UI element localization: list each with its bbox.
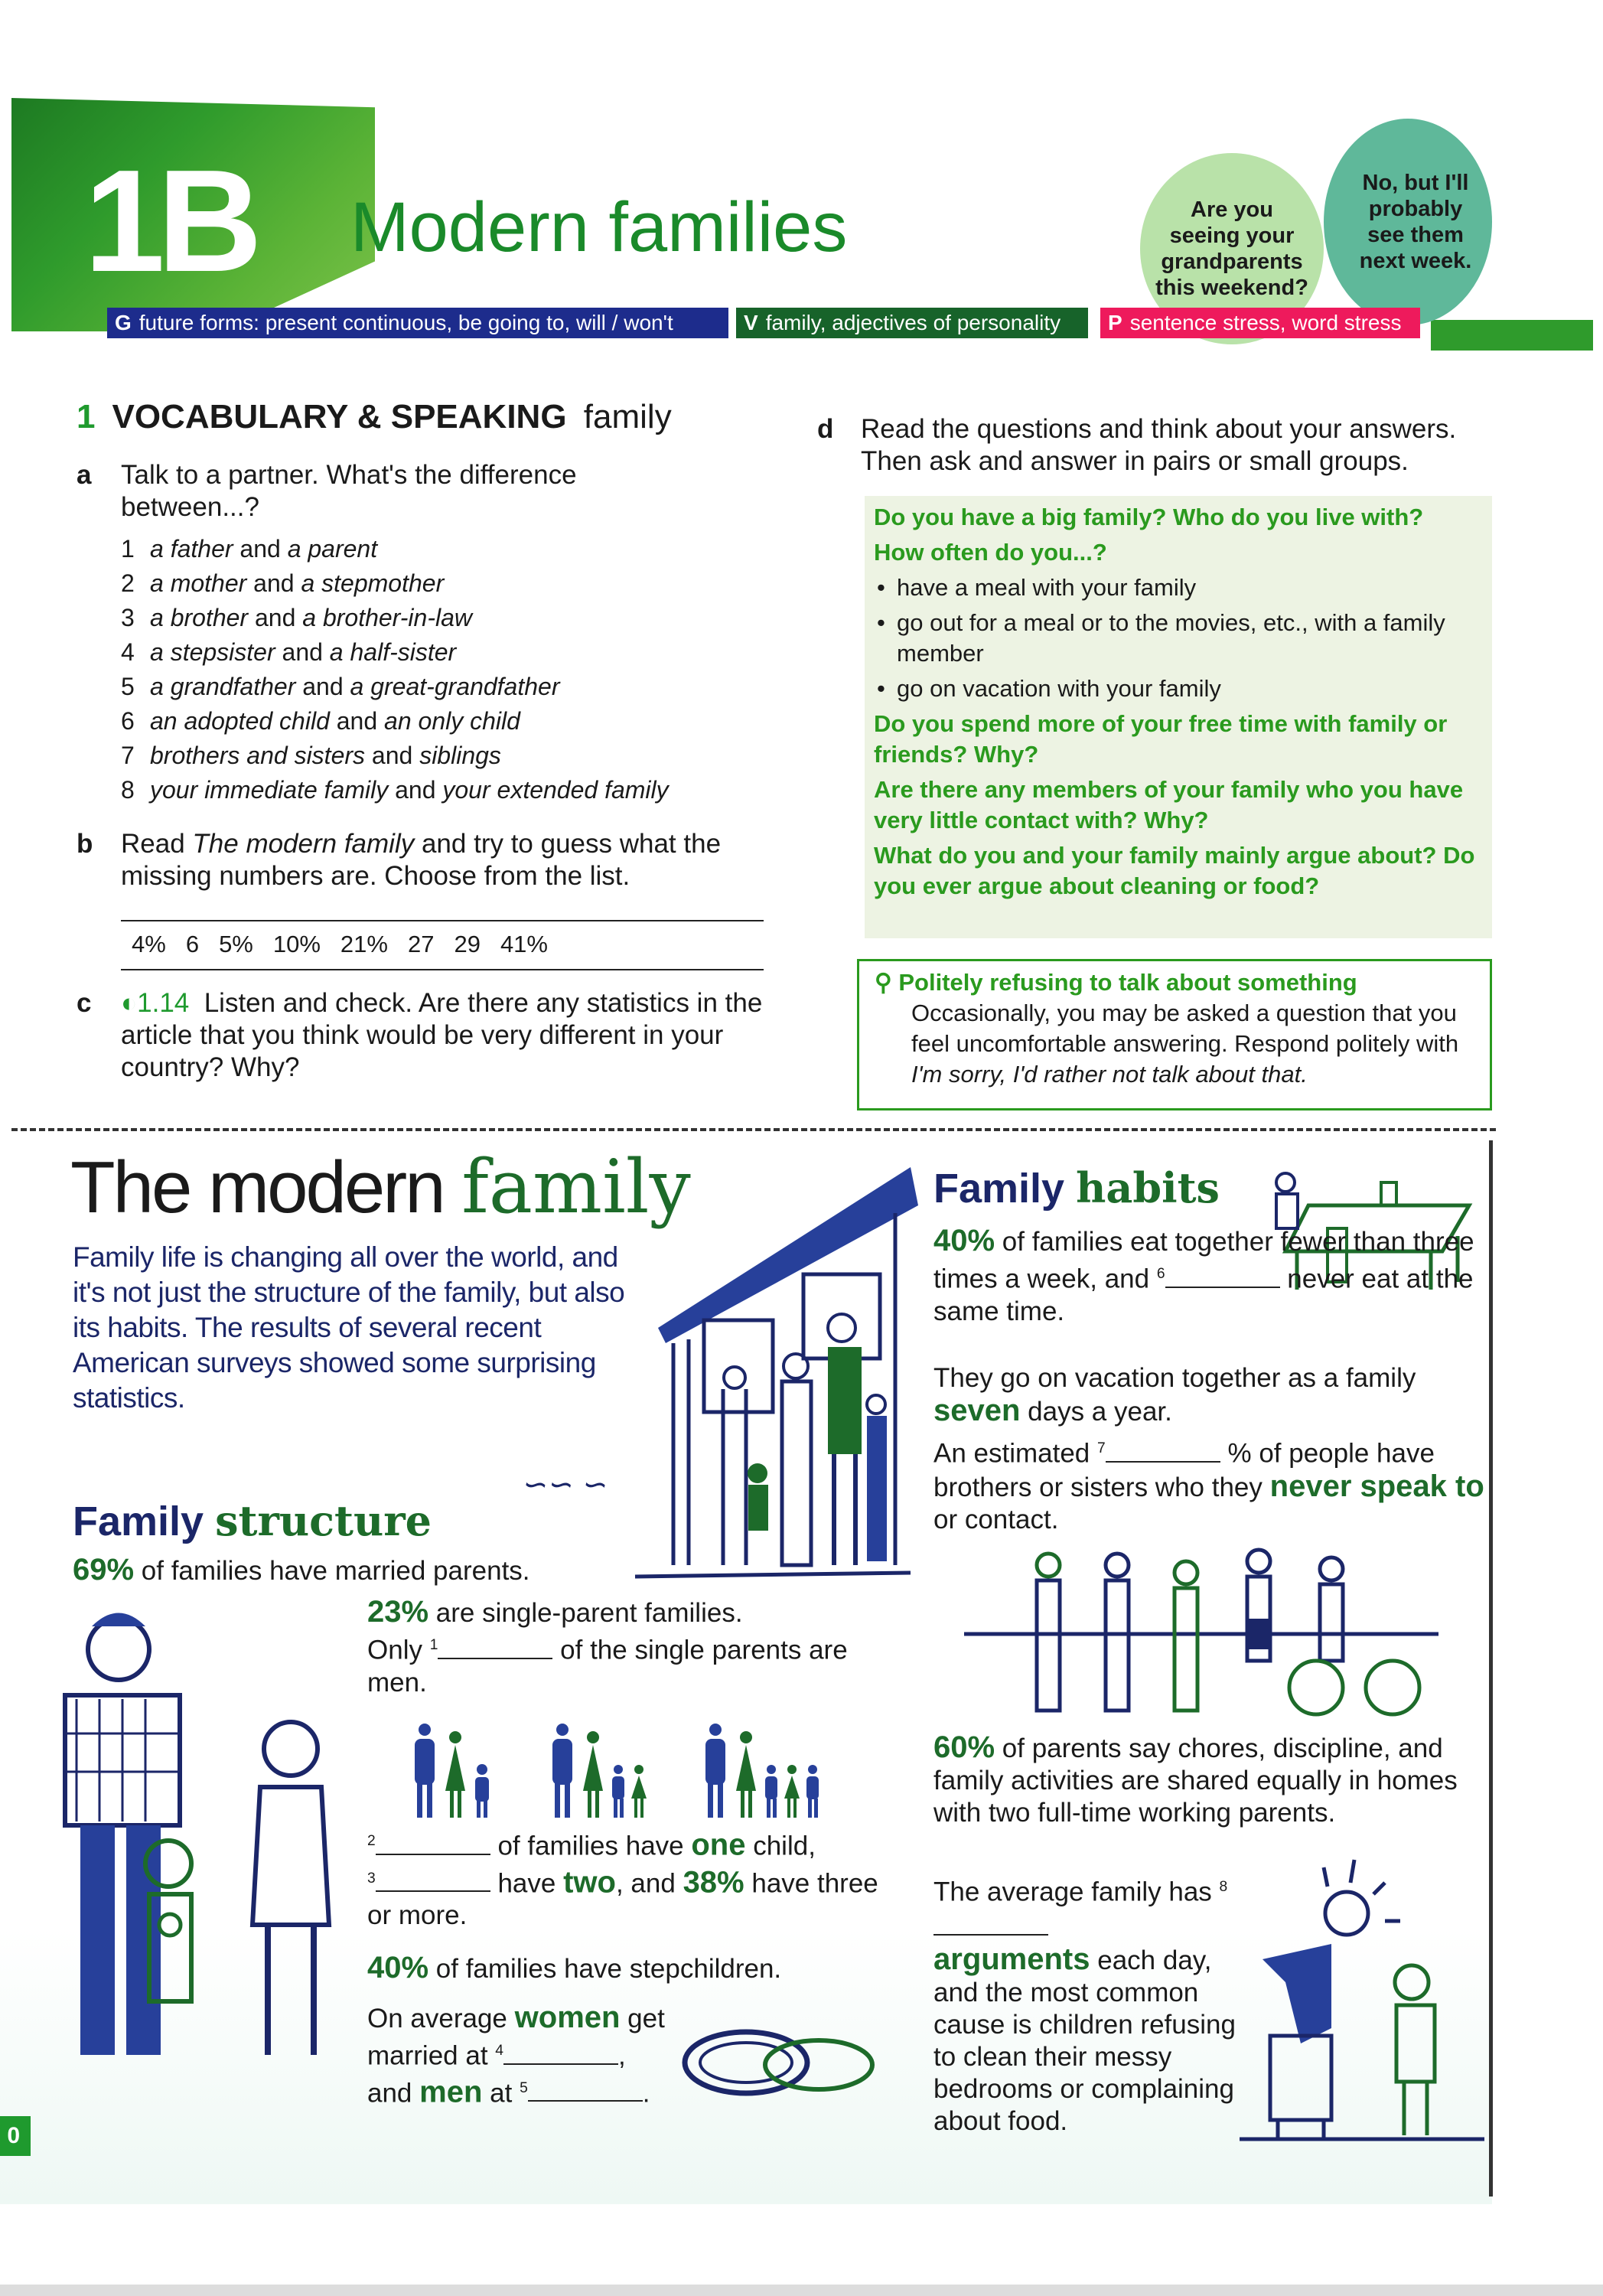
term: a brother [150,604,249,631]
section-topic: family [583,398,672,435]
text: or contact. [933,1504,1059,1534]
section-divider [11,1128,1496,1131]
term: a mother [150,569,247,597]
number-option: 5% [219,931,253,957]
conjunction: and [282,638,323,666]
exercise-a-instruction: Talk to a partner. What's the difference between...? [121,460,577,522]
gap-number: 8 [1219,1879,1228,1895]
item-number: 1 [121,535,135,563]
heading-part: structure [215,1496,432,1545]
text: are single-parent families. [435,1598,743,1628]
wedding-rings-illustration [673,2020,888,2105]
text: child, [753,1831,816,1861]
stat-number: 40% [933,1224,995,1257]
gap-blank-4[interactable] [503,2038,618,2065]
heading-part: habits [1076,1163,1220,1212]
stat-eat-together [933,1225,1484,1328]
search-icon: ⚲ [875,969,892,996]
item-number: 2 [121,569,135,597]
term: your extended family [442,776,669,804]
text: and [367,2078,412,2108]
term: an adopted child [150,707,330,735]
item-number: 7 [121,742,135,769]
discussion-question: Do you spend more of your free time with family or friends? Why? [874,710,1448,768]
conjunction: and [254,604,296,631]
discussion-question: How often do you...? [874,539,1107,566]
term: a stepsister [150,638,275,666]
question-bullet: • have a meal with your family [874,572,1483,603]
stat-number: 38% [683,1865,744,1900]
gap-blank-2[interactable] [376,1828,490,1855]
vocabulary-item [121,704,669,739]
conjunction: and [336,707,378,735]
tag-text: family, adjectives of personality [765,311,1061,334]
term: a parent [287,535,378,563]
number-option: 27 [407,931,435,957]
lesson-title: Modern families [350,188,848,266]
emphasis: men [419,2075,483,2109]
section-heading [77,398,672,436]
title-part: family [461,1144,691,1230]
text: get married at [367,2004,665,2071]
item-number: 5 [121,673,135,700]
number-option: 29 [454,931,481,957]
conjunction: and [253,569,295,597]
vocabulary-item [121,566,669,601]
gap-number: 5 [520,2079,528,2096]
discussion-question: What do you and your family mainly argue about? Do you ever argue about cleaning or food? [874,842,1475,899]
term: a brother-in-law [302,604,472,631]
scan-edge [0,2285,1603,2296]
stat-number: 69% [73,1553,135,1587]
article-border [1489,1140,1493,2197]
text: days a year. [1028,1397,1172,1427]
gap-number: 7 [1097,1440,1106,1456]
bubble-question-text: Are you seeing your grandparents this weekend? [1155,197,1308,301]
text: of families have stepchildren. [435,1954,782,1984]
family-two-children-icon [552,1724,647,1818]
stat-married-parents [73,1554,530,1587]
stat-single-parent [367,1596,857,1699]
gap-number: 6 [1156,1266,1165,1282]
heading-part: Family [933,1166,1065,1212]
stat-vacation [933,1362,1469,1428]
text: An estimated [933,1438,1090,1469]
vocabulary-item [121,670,669,704]
gap-number: 1 [429,1637,438,1653]
stat-number: 60% [933,1730,995,1764]
exercise-b-instruction [121,828,771,892]
article-title [70,1144,691,1230]
gap-number: 3 [367,1870,376,1887]
family-house-illustration [612,1152,918,1580]
term: siblings [419,742,501,769]
text: On average [367,2004,507,2033]
text: Only [367,1635,422,1665]
number-option: 10% [272,931,321,957]
stat-number: 40% [367,1951,429,1985]
item-number: 3 [121,604,135,631]
section-title: VOCABULARY & SPEAKING [112,398,567,435]
family-three-children-icon [705,1724,819,1818]
exercise-letter-b: b [77,829,93,859]
arguing-parent-child-illustration [1240,1852,1484,2143]
term: your immediate family [150,776,389,804]
term: a stepmother [301,569,445,597]
text: Read [121,829,185,859]
teenagers-illustration [964,1542,1438,1722]
family-structure-heading [73,1496,432,1545]
text: They go on vacation together as a family [933,1363,1416,1393]
heading-part: Family [73,1499,204,1544]
title-part: The modern [70,1146,444,1228]
conjunction: and [239,535,281,563]
vocabulary-item [121,739,669,773]
family-icons-illustration [406,1722,849,1821]
gap-number: 2 [367,1833,376,1849]
vocabulary-item [121,773,669,807]
lesson-number: 1B [84,140,255,302]
text: at [490,2078,513,2108]
gap-blank-8[interactable] [933,1909,1048,1936]
number-option: 41% [500,931,548,957]
father-and-children-illustration [46,1603,344,2078]
text: The average family has [933,1877,1212,1907]
vocabulary-item [121,532,669,566]
item-number: 4 [121,638,135,666]
exercise-letter-a: a [77,460,92,490]
number-option: 21% [340,931,388,957]
exercise-d-instruction: Read the questions and think about your answers. Then ask and answer in pairs or small groups. [861,414,1457,476]
text: of parents say chores, discipline, and family activities are shared equally in homes with two full-time working parents. [933,1733,1458,1828]
conjunction: and [395,776,436,804]
emphasis: two [563,1865,616,1900]
vocabulary-list [121,532,669,807]
conjunction: and [371,742,413,769]
audio-track[interactable]: 1.14 [137,988,190,1018]
stat-number: 23% [367,1595,429,1629]
stat-children [367,1825,888,1932]
conjunction: and [302,673,344,700]
text: of families eat together fewer than three times a week, and [933,1227,1474,1294]
term: a father [150,535,233,563]
exercise-letter-c: c [77,988,92,1018]
discussion-questions-box [865,496,1492,938]
text: and try to guess what the missing numbers are. Choose from the list. [121,829,722,891]
grammar-tag [107,308,728,338]
vocabulary-item [121,601,669,635]
article-intro: Family life is changing all over the world, and it's not just the structure of the family, but also its habits. The results of several recent American surveys showed some surprising statistics. [73,1241,625,1414]
text: have three or more. [367,1868,878,1931]
tip-quote: I'm sorry, I'd rather not talk about that. [911,1061,1308,1088]
item-number: 6 [121,707,135,735]
gap-blank-5[interactable] [528,2075,643,2102]
stat-arguments [933,1871,1240,2138]
emphasis: seven [933,1394,1021,1427]
tag-text: future forms: present continuous, be going to, will / won't [138,311,673,334]
tag-letter: V [744,311,758,334]
vocabulary-tag [736,308,1088,338]
gap-blank-7[interactable] [1106,1436,1220,1463]
discussion-question: Do you have a big family? Who do you live with? [874,504,1424,530]
tip-title: Politely refusing to talk about something [898,969,1357,996]
text: have [497,1868,556,1899]
vocabulary-item [121,635,669,670]
text: of the single parents are men. [367,1635,848,1698]
emphasis: women [514,2001,621,2034]
exercise-letter-d: d [817,414,834,444]
gap-blank-3[interactable] [376,1865,490,1892]
discussion-question: Are there any members of your family who you have very little contact with? Why? [874,776,1464,833]
stat-siblings-contact [933,1433,1484,1536]
text: , and [615,1868,676,1899]
family-one-child-icon [415,1724,489,1818]
text: never eat at the same time. [933,1264,1474,1326]
text: of families have [497,1831,684,1861]
tip-box [857,959,1492,1110]
emphasis: one [691,1828,746,1862]
term: a great-grandfather [350,673,560,700]
text: % of people have brothers or sisters who they [933,1438,1435,1502]
emphasis: never speak to [1269,1469,1484,1503]
stat-stepchildren [367,1952,781,1985]
audio-icon[interactable]: ◐ [121,988,138,1018]
term: an only child [384,707,520,735]
gap-number: 4 [495,2043,504,2059]
section-number: 1 [77,398,96,435]
tag-letter: G [115,311,132,334]
gap-blank-1[interactable] [438,1632,552,1659]
exercise-c-instruction [121,987,764,1084]
term: brothers and sisters [150,742,366,769]
family-habits-heading [933,1163,1220,1212]
tag-text: sentence stress, word stress [1129,311,1402,334]
birds-doodle-icon: ∽∽ ∽ [520,1468,606,1502]
emphasis: arguments [933,1942,1090,1976]
term: a grandfather [150,673,296,700]
stat-shared-chores [933,1731,1484,1829]
text: Listen and check. Are there any statistics in the article that you think would be very different in your country? Why? [121,988,763,1082]
article-title-ref: The modern family [192,829,415,859]
gap-blank-6[interactable] [1165,1261,1280,1288]
term: a half-sister [329,638,457,666]
bubble-answer-text: No, but I'll probably see them next week. [1359,170,1472,274]
header-strip [1431,320,1593,351]
number-option: 6 [185,931,200,957]
question-bullet: • go out for a meal or to the movies, etc., with a family member [874,608,1483,669]
text: of families have married parents. [141,1556,530,1586]
stat-marriage-age: On average women get married at $^4$ , and men at $^5$ . [367,2001,665,2109]
tag-letter: P [1108,311,1122,334]
page-number: 0 [0,2116,31,2156]
speech-bubble-answer [1324,119,1492,325]
number-option: 4% [132,931,166,957]
item-number: 8 [121,776,135,804]
pronunciation-tag [1100,308,1420,338]
tip-body: Occasionally, you may be asked a question that you feel uncomfortable answering. Respond politely with [911,1000,1459,1057]
question-bullet: • go on vacation with your family [874,673,1483,704]
text: each day, and the most common cause is children refusing to clean their messy bedrooms or complaining about food. [933,1945,1236,2136]
number-options [121,920,764,970]
